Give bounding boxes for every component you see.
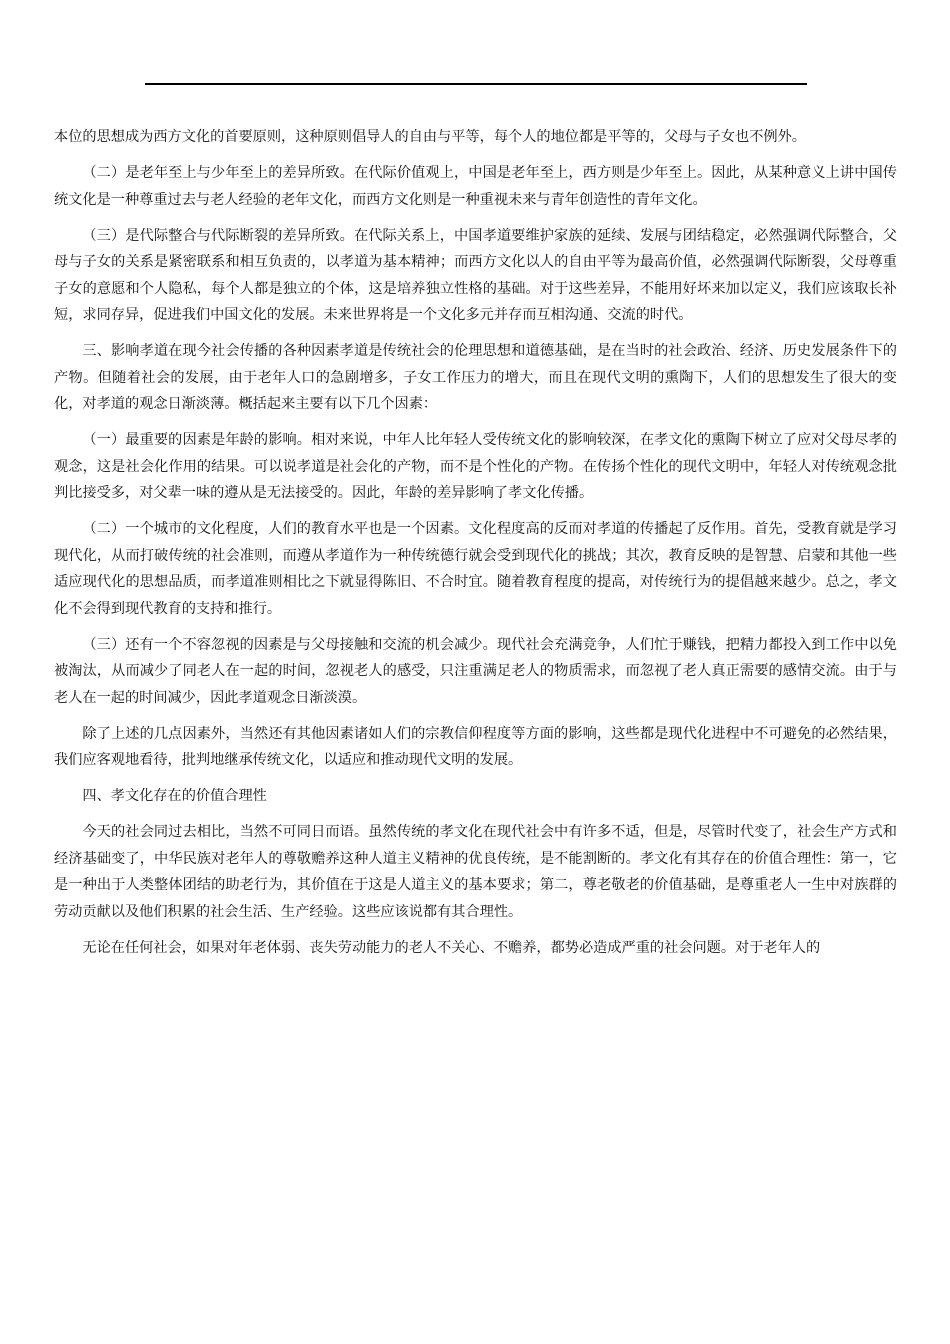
paragraph-elder-youth-difference: （二）是老年至上与少年至上的差异所致。在代际价值观上，中国是老年至上，西方则是少年至上。因此，从某种意义上讲中国传统文化是一种尊重过去与老人经验的老年文化，而西方文化则是一种重视未来与青年创造性的青年文化。 (54, 165, 897, 208)
paragraph-intergenerational-integration: （三）是代际整合与代际断裂的差异所致。在代际关系上，中国孝道要维护家族的延续、发展与团结稳定，必然强调代际整合，父母与子女的关系是紧密联系和相互负责的，以孝道为基本精神；而西方文化以人的自由平等为最高价值，必然强调代际断裂，父母尊重子女的意愿和个人隐私，每个人都是独立的个体，这是培养独立性格的基础。对于这些差异，不能用好坏来加以定义，我们应该取长补短，求同存异，促进我们中国文化的发展。未来世界将是一个文化多元并存而互相沟通、交流的时代。 (54, 227, 897, 323)
paragraph-education-factor: （二）一个城市的文化程度，人们的教育水平也是一个因素。文化程度高的反而对孝道的传播起了反作用。首先，受教育就是学习现代化，从而打破传统的社会准则，而遵从孝道作为一种传统德行就会受到现代化的挑战；其次，教育反映的是智慧、启蒙和其他一些适应现代化的思想品质，而孝道准则相比之下就显得陈旧、不合时宜。随着教育程度的提高，对传统行为的提倡越来越少。总之，孝文化不会得到现代教育的支持和推行。 (54, 521, 897, 617)
section-four-heading: 四、孝文化存在的价值合理性 (82, 788, 267, 804)
section-three-factors: 三、影响孝道在现今社会传播的各种因素孝道是传统社会的伦理思想和道德基础，是在当时的社会政治、经济、历史发展条件下的产物。但随着社会的发展，由于老年人口的急剧增多，子女工作压力的增大，而且在现代文明的熏陶下，人们的思想发生了很大的变化，对孝道的观念日渐淡薄。概括起来主要有以下几个因素： (54, 343, 897, 412)
paragraph-other-factors: 除了上述的几点因素外，当然还有其他因素诸如人们的宗教信仰程度等方面的影响，这些都是现代化进程中不可避免的必然结果，我们应客观地看待，批判地继承传统文化，以适应和推动现代文明的发展。 (54, 725, 897, 768)
paragraph-social-problem: 无论在任何社会，如果对年老体弱、丧失劳动能力的老人不关心、不赡养，都势必造成严重的社会问题。对于老年人的 (82, 939, 821, 956)
paragraph-contact-factor: （三）还有一个不容忽视的因素是与父母接触和交流的机会减少。现代社会充满竞争，人们忙于赚钱，把精力都投入到工作中以免被淘汰，从而减少了同老人在一起的时间，忽视老人的感受，只注重满足老人的物质需求，而忽视了老人真正需要的感情交流。由于与老人在一起的时间减少，因此孝道观念日渐淡漠。 (54, 636, 897, 706)
paragraph-age-factor: （一）最重要的因素是年龄的影响。相对来说，中年人比年轻人受传统文化的影响较深，在孝文化的熏陶下树立了应对父母尽孝的观念，这是社会化作用的结果。可以说孝道是社会化的产物，而不是个性化的产物。在传扬个性化的现代文明中，年轻人对传统观念批判比接受多，对父辈一味的遵从是无法接受的。因此，年龄的差异影响了孝文化传播。 (54, 432, 897, 501)
paragraph-continued: 本位的思想成为西方文化的首要原则，这种原则倡导人的自由与平等，每个人的地位都是平等的，父母与子女也不例外。 (54, 129, 806, 145)
body-text (54, 124, 897, 971)
header-rule (145, 83, 807, 85)
paragraph-value-rationality: 今天的社会同过去相比，当然不可同日而语。虽然传统的孝文化在现代社会中有许多不适，但是，尽管时代变了，社会生产方式和经济基础变了，中华民族对老年人的尊敬赡养这种人道主义精神的优良传统，是不能割断的。孝文化有其存在的价值合理性：第一，它是一种出于人类整体团结的助老行为，其价值在于这是人道主义的基本要求；第二，尊老敬老的价值基础，是尊重老人一生中对族群的劳动贡献以及他们积累的社会生活、生产经验。这些应该说都有其合理性。 (54, 824, 897, 920)
